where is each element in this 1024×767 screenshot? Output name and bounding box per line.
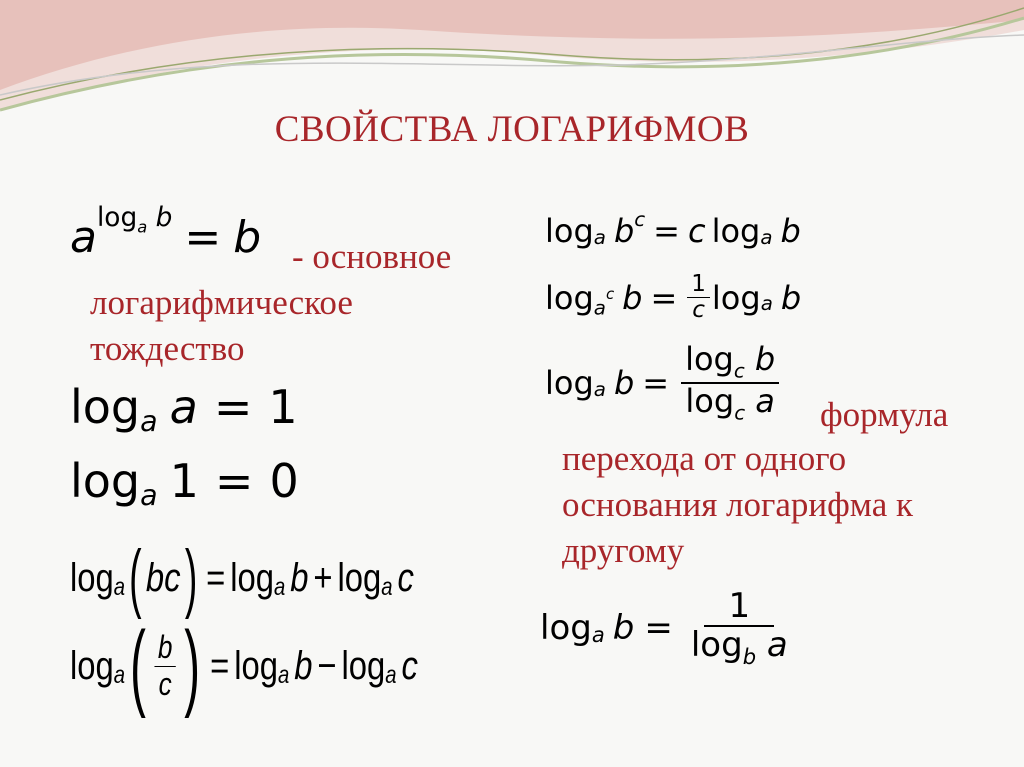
log-base: a (278, 662, 290, 689)
result-zero: 0 (269, 454, 299, 508)
identity-caption (292, 234, 451, 280)
log-arg: b (622, 278, 643, 317)
formula-log-base-power (545, 272, 801, 324)
log-arg: b (780, 278, 802, 317)
result-one: 1 (268, 380, 298, 434)
log-text: log (540, 608, 592, 649)
exponent-c: c (634, 207, 646, 231)
log-text: log (70, 380, 141, 434)
log-text: log (545, 364, 594, 403)
log-text: log (96, 202, 138, 234)
log-base: a (385, 662, 397, 689)
log-base: a (760, 292, 773, 316)
log-base: a (274, 574, 286, 601)
log-arg: a (169, 380, 198, 434)
fraction-reciprocal (687, 588, 792, 668)
log-text: log (341, 643, 386, 688)
log-text: log (70, 643, 114, 688)
log-arg: b (780, 212, 801, 250)
fraction-1-over-c (687, 272, 710, 324)
fraction-numerator: 1 (704, 588, 774, 627)
fraction-denominator: c (692, 297, 705, 324)
log-arg: b (613, 364, 635, 403)
formula-log-power (545, 207, 801, 250)
log-text: log (337, 555, 382, 600)
formula-log-quotient (70, 612, 418, 719)
fraction-numerator: b (155, 630, 176, 666)
log-base: a (593, 225, 606, 249)
formula-log-a-1 (70, 454, 299, 512)
log-text: log (545, 278, 594, 317)
log-arg: bc (145, 555, 181, 600)
log-arg: b (290, 555, 309, 600)
equals-sign: = (650, 278, 678, 317)
log-arg: a (755, 382, 775, 421)
log-text: log (685, 382, 735, 421)
equals-sign: = (213, 380, 253, 434)
change-base-caption (820, 392, 948, 438)
formula-basic-identity (70, 202, 262, 263)
log-base: c (733, 359, 745, 383)
right-paren: ) (184, 535, 198, 620)
log-base: c (734, 401, 746, 425)
log-arg: a (766, 625, 788, 666)
log-arg: b (612, 608, 635, 649)
log-arg: b (294, 643, 313, 688)
log-base: b (742, 644, 757, 670)
identity-caption-line2: логарифмическое (90, 283, 353, 322)
base-a: a (70, 212, 97, 263)
equals-sign: = (653, 212, 680, 250)
formula-log-product (70, 535, 414, 620)
log-text: log (234, 643, 279, 688)
log-text: log (70, 454, 141, 508)
formula-change-of-base (545, 342, 783, 424)
change-base-caption-line2: перехода от одного (562, 439, 847, 478)
log-base: a (381, 574, 393, 601)
equals-sign: = (642, 364, 670, 403)
log-base: a (591, 621, 605, 647)
log-text: log (711, 278, 761, 317)
left-paren: ( (130, 612, 147, 719)
log-base: a (140, 478, 158, 512)
base-exponent-c: c (605, 284, 615, 303)
fraction-change-of-base (681, 342, 779, 424)
log-base: a (113, 662, 126, 689)
equals-sign: = (184, 212, 222, 263)
log-text: log (711, 212, 761, 250)
formula-reciprocal-base (540, 588, 796, 668)
arg-b: b (155, 202, 173, 234)
log-text: log (545, 212, 594, 250)
base-a-sub: a (137, 217, 148, 237)
equals-sign: = (644, 608, 673, 649)
equals-sign: = (206, 555, 226, 600)
minus-sign: − (317, 643, 337, 688)
page-title: СВОЙСТВА ЛОГАРИФМОВ (274, 109, 750, 150)
right-paren: ) (184, 612, 200, 719)
change-base-caption-line1: формула (820, 395, 949, 434)
log-base: a (113, 574, 126, 601)
log-text: log (690, 625, 743, 666)
log-arg: c (397, 555, 414, 600)
log-text: log (685, 340, 734, 378)
result-b: b (233, 212, 262, 263)
log-arg: 1 (169, 454, 199, 508)
log-arg: b (613, 212, 635, 250)
identity-caption-cont (90, 280, 353, 372)
formula-log-a-a (70, 380, 298, 438)
equals-sign: = (214, 454, 254, 508)
log-base: a (760, 225, 773, 249)
plus-sign: + (313, 555, 333, 600)
log-text: log (230, 555, 275, 600)
change-base-caption-cont (562, 436, 913, 574)
log-text: log (70, 555, 114, 600)
log-arg: c (401, 643, 418, 688)
change-base-caption-line3: основания логарифма к (562, 485, 914, 524)
fraction-b-over-c (155, 630, 176, 701)
left-paren: ( (129, 535, 142, 620)
equals-sign: = (210, 643, 230, 688)
log-base: a (593, 377, 606, 401)
identity-caption-line3: тождество (90, 329, 245, 368)
header-wave-decoration (0, 0, 1024, 120)
log-base: a (140, 404, 158, 438)
coefficient-c: c (687, 212, 706, 250)
identity-caption-line1: - основное (292, 237, 452, 276)
fraction-denominator: c (158, 665, 172, 702)
log-arg: b (754, 340, 776, 378)
log-base: a (593, 296, 606, 320)
fraction-numerator: 1 (687, 272, 710, 298)
change-base-caption-line4: другому (562, 531, 685, 570)
